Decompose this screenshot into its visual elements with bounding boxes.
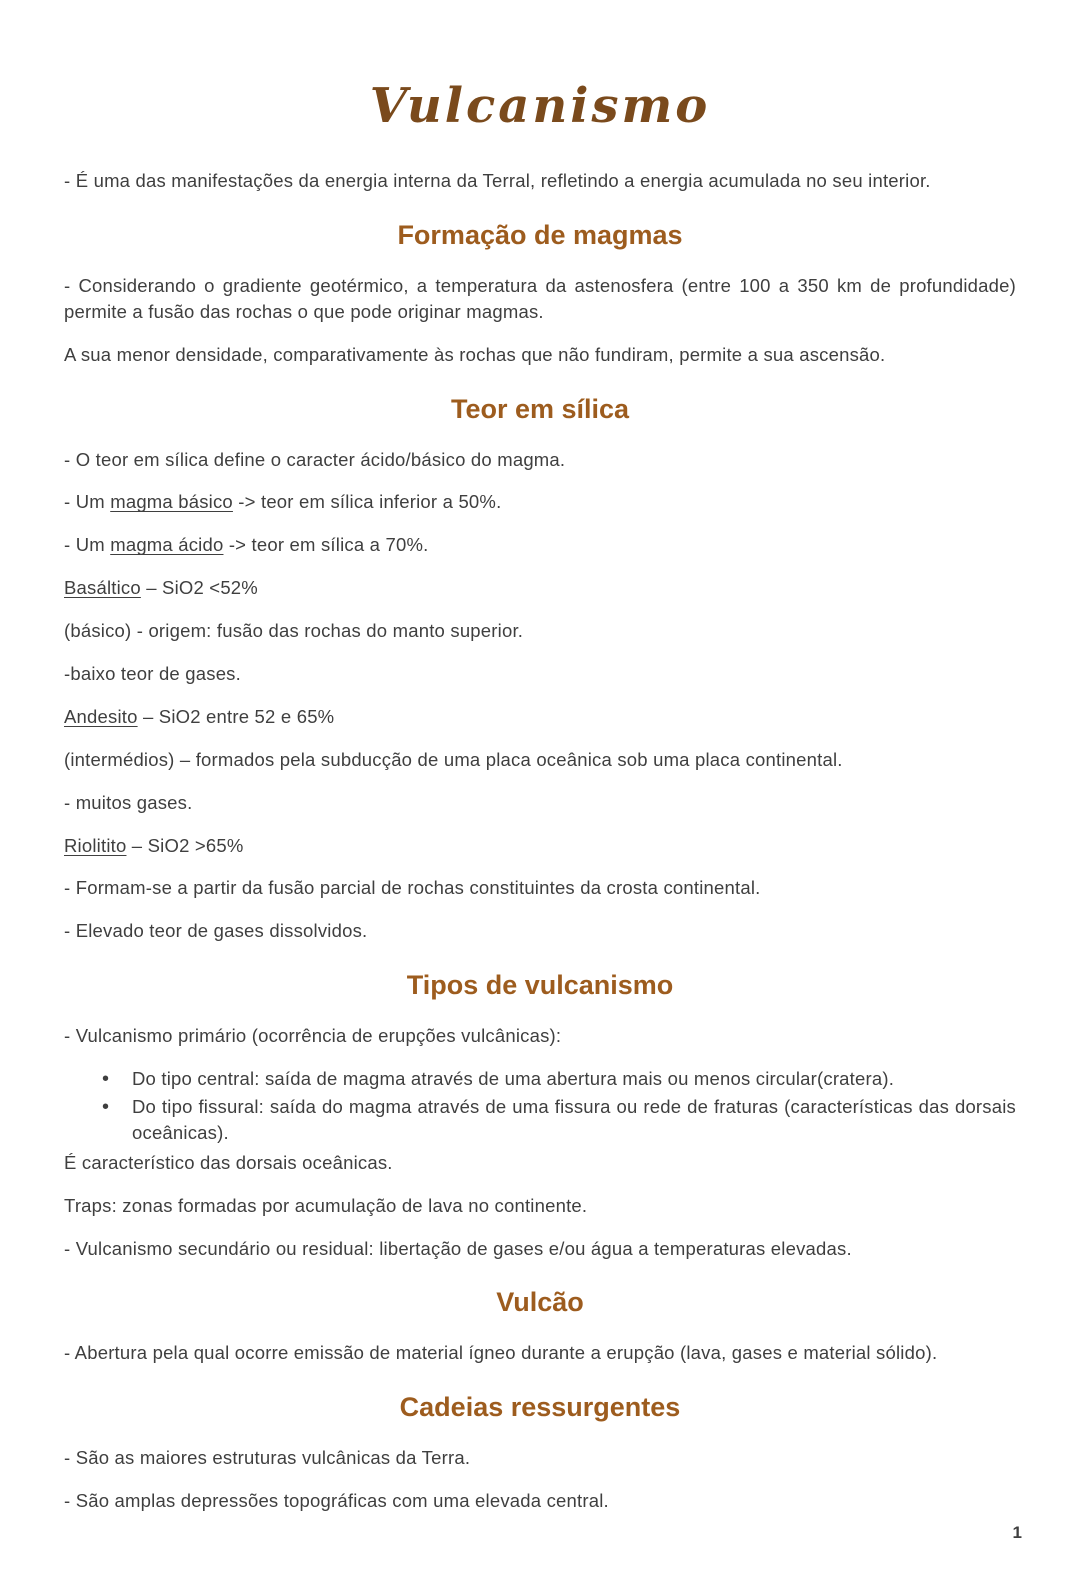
text-suffix: -> teor em sílica inferior a 50%. <box>232 491 502 513</box>
list-item-tipo-central: • Do tipo central: saída de magma através de uma abertura mais ou menos circular(cratera). <box>102 1066 1016 1092</box>
text-suffix: – SiO2 entre 52 e 65% <box>137 705 335 727</box>
formacao-paragraph-1: - Considerando o gradiente geotérmico, a temperatura da astenosfera (entre 100 a 350 km de profundidade) permite a fusão das rochas o que pode originar magmas. <box>64 274 1016 322</box>
traps-line: Traps: zonas formadas por acumulação de lava no continente. <box>64 1194 588 1216</box>
riolitito-line <box>64 833 1016 859</box>
heading-cadeias-ressurgentes: Cadeias ressurgentes <box>399 1392 681 1423</box>
andesito-line <box>64 704 1016 730</box>
text-prefix: - Um <box>64 534 111 556</box>
text-prefix: - Um <box>64 491 111 513</box>
silica-paragraph-1: - O teor em sílica define o caracter ácido/básico do magma. <box>64 448 566 470</box>
andesito-gases-line: - muitos gases. <box>64 791 193 813</box>
vulcanismo-primario-list <box>64 1066 1016 1146</box>
heading-tipos-de-vulcanismo: Tipos de vulcanismo <box>406 970 674 1001</box>
underlined-term-andesito: Andesito <box>64 705 138 727</box>
basaltico-line <box>64 575 1016 601</box>
cadeias-paragraph-2: - São amplas depressões topográficas com uma elevada central. <box>64 1490 609 1512</box>
text-suffix: – SiO2 >65% <box>126 834 244 856</box>
formacao-paragraph-2: A sua menor densidade, comparativamente às rochas que não fundiram, permite a sua ascensão. <box>64 343 886 365</box>
andesito-origin-line: (intermédios) – formados pela subducção de uma placa oceânica sob uma placa continental. <box>64 748 843 770</box>
underlined-term-magma-basico: magma básico <box>110 491 233 513</box>
underlined-term-basaltico: Basáltico <box>64 577 141 599</box>
magma-acido-line <box>64 532 1016 558</box>
riolitito-origin-line: - Formam-se a partir da fusão parcial de rochas constituintes da crosta continental. <box>64 877 761 899</box>
basaltico-gases-line: -baixo teor de gases. <box>64 663 241 685</box>
underlined-term-riolitito: Riolitito <box>64 834 127 856</box>
magma-basico-line <box>64 489 1016 515</box>
vulcao-paragraph: - Abertura pela qual ocorre emissão de material ígneo durante a erupção (lava, gases e material sólido). <box>64 1342 938 1364</box>
basaltico-origin-line: (básico) - origem: fusão das rochas do manto superior. <box>64 620 524 642</box>
vulcanismo-primario-line: - Vulcanismo primário (ocorrência de erupções vulcânicas): <box>64 1025 562 1047</box>
riolitito-gases-line: - Elevado teor de gases dissolvidos. <box>64 920 368 942</box>
heading-teor-em-silica: Teor em sílica <box>450 393 630 424</box>
text-suffix: – SiO2 <52% <box>140 577 258 599</box>
heading-formacao-de-magmas: Formação de magmas <box>397 219 683 250</box>
cadeias-paragraph-1: - São as maiores estruturas vulcânicas da Terra. <box>64 1447 471 1469</box>
heading-vulcao: Vulcão <box>496 1287 584 1318</box>
vulcanismo-secundario-line: - Vulcanismo secundário ou residual: libertação de gases e/ou água a temperaturas elevadas. <box>64 1237 852 1259</box>
underlined-term-magma-acido: magma ácido <box>110 534 224 556</box>
page-title: Vulcanismo <box>369 78 711 134</box>
intro-paragraph: - É uma das manifestações da energia interna da Terral, refletindo a energia acumulada no seu interior. <box>64 170 931 191</box>
list-item-tipo-fissural: • Do tipo fissural: saída do magma através de uma fissura ou rede de fraturas (características das dorsais oceânicas). <box>102 1094 1016 1146</box>
text-suffix: -> teor em sílica a 70%. <box>223 534 429 556</box>
fissural-sub-line: É característico das dorsais oceânicas. <box>64 1151 393 1173</box>
page-number: 1 <box>1012 1523 1022 1543</box>
